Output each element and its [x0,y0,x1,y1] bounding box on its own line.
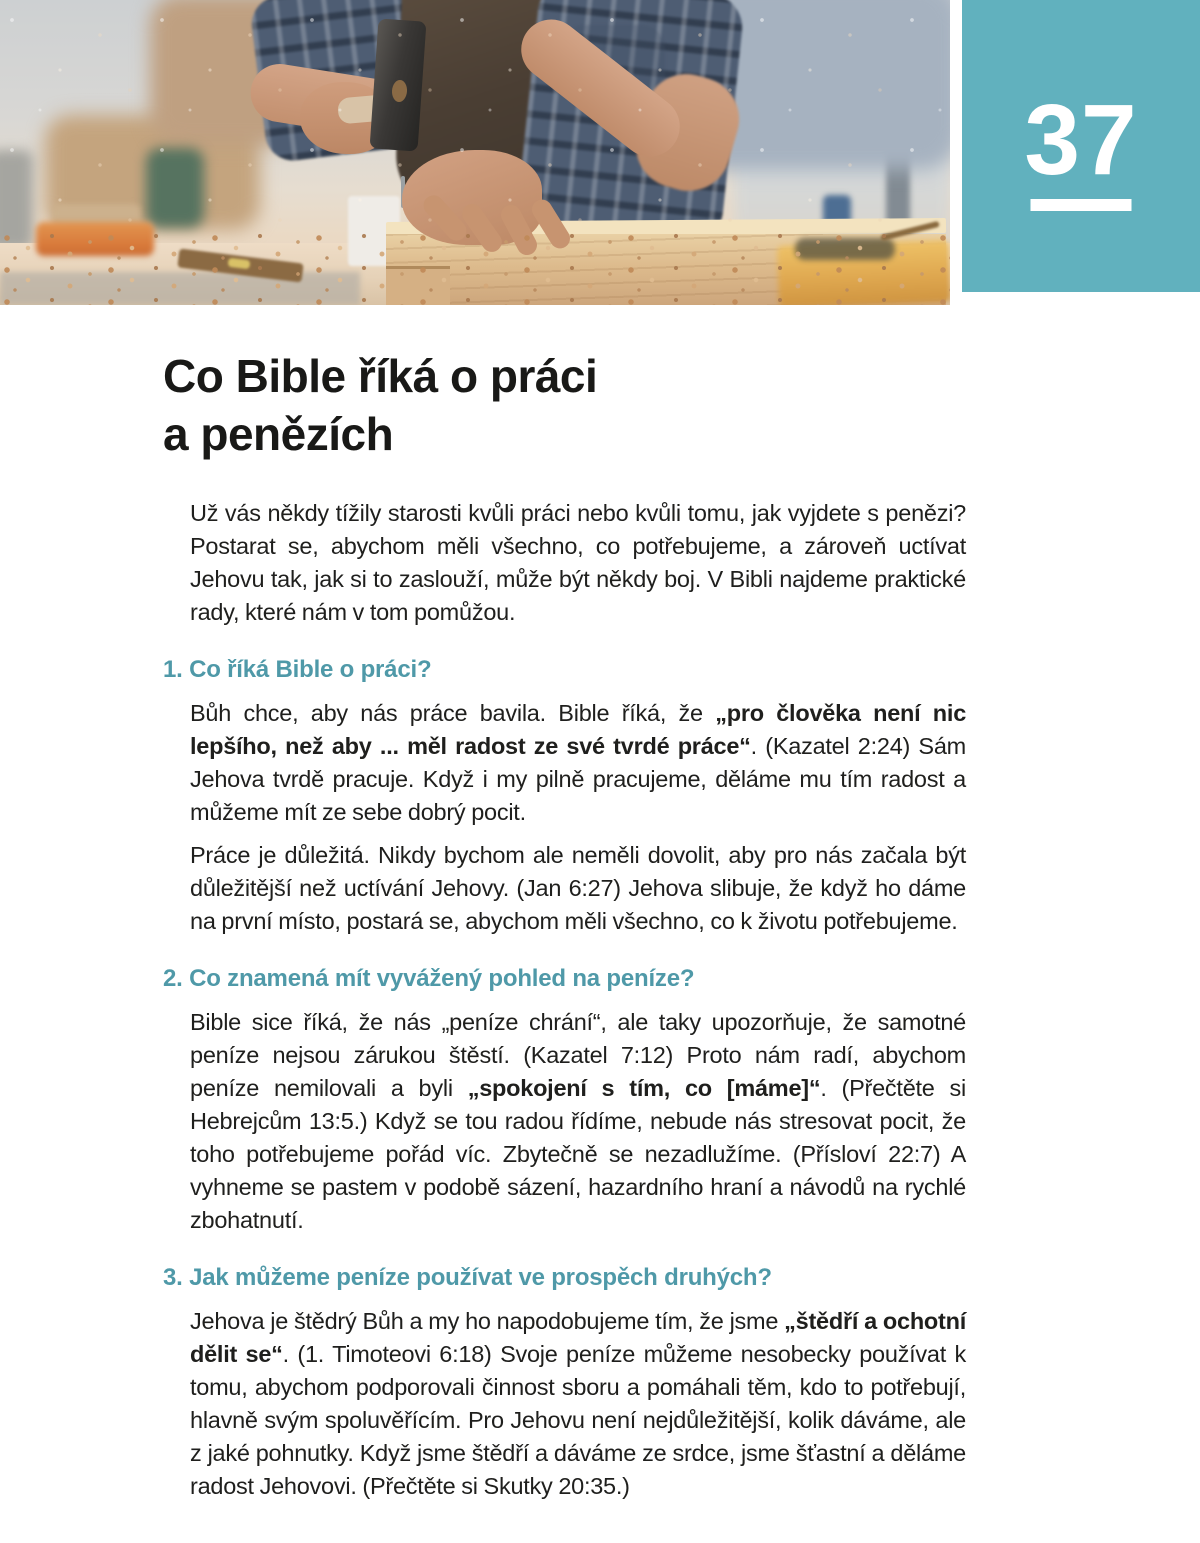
lesson-number: 37 [1024,84,1138,196]
lesson-section [163,965,966,1237]
page-title-line2: a penězích [163,408,394,460]
page-title [163,347,966,463]
section-heading: 1. Co říká Bible o práci? [163,656,432,683]
section-paragraph: Bůh chce, aby nás práce bavila. Bible říká, že „pro člověka není nic lepšího, než aby ... měl radost ze své tvrdé práce“. (Kazatel 2:24) Sám Jehova tvrdě pracuje. Když i my pilně pracujeme, děláme mu tím radost a můžeme mít ze sebe dobrý pocit. [190,700,967,825]
section-paragraphs [163,1305,966,1503]
lesson-number-badge [962,0,1200,292]
section-paragraph: Bible sice říká, že nás „peníze chrání“, ale taky upozorňuje, že samotné peníze nejsou zárukou štěstí. (Kazatel 7:12) Proto nám radí, abychom peníze nemilovali a byli „spokojení s tím, co [máme]“. (Přečtěte si Hebrejcům 13:5.) Když se tou radou řídíme, nebude nás stresovat pocit, že toho potřebujeme pořád víc. Zbytečně se nezadlužíme. (Přísloví 22:7) A vyhneme se pastem v podobě sázení, hazardního hraní a návodů na rychlé zbohatnutí. [190,1009,966,1233]
page-title-line1: Co Bible říká o práci [163,350,598,402]
carpenter-photo [0,0,950,305]
lesson-section [163,656,966,938]
section-paragraphs [163,1006,966,1237]
photo-dust-motes [0,0,950,230]
sections [163,656,966,1503]
section-paragraphs [163,697,966,938]
section-paragraph: Práce je důležitá. Nikdy bychom ale neměli dovolit, aby pro nás začala být důležitější než uctívání Jehovy. (Jan 6:27) Jehova slibuje, že když ho dáme na první místo, postará se, abychom měli všechno, co k životu potřebujeme. [190,842,966,934]
article-content [163,347,966,1513]
section-heading: 3. Jak můžeme peníze používat ve prospěch druhých? [163,1264,772,1291]
lesson-section [163,1264,966,1503]
photo-sawdust-speckles [0,232,950,305]
lesson-number-underline [1031,199,1132,211]
section-paragraph: Jehova je štědrý Bůh a my ho napodobujeme tím, že jsme „štědří a ochotní dělit se“. (1. Timoteovi 6:18) Svoje peníze můžeme nesobecky používat k tomu, abychom podporovali činnost sboru a pomáhali těm, kdo to potřebují, hlavně svým spoluvěřícím. Pro Jehovu není nejdůležitější, kolik dáváme, ale z jaké pohnutky. Když jsme štědří a dáváme ze srdce, jsme šťastní a děláme radost Jehovovi. (Přečtěte si Skutky 20:35.) [190,1308,966,1499]
section-heading: 2. Co znamená mít vyvážený pohled na peníze? [163,965,695,992]
intro-paragraph: Už vás někdy tížily starosti kvůli práci nebo kvůli tomu, jak vyjdete s penězi? Postarat se, abychom měli všechno, co potřebujeme, a zároveň uctívat Jehovu tak, jak si to zaslouží, může být někdy boj. V Bibli najdeme praktické rady, které nám v tom pomůžou. [190,500,966,625]
